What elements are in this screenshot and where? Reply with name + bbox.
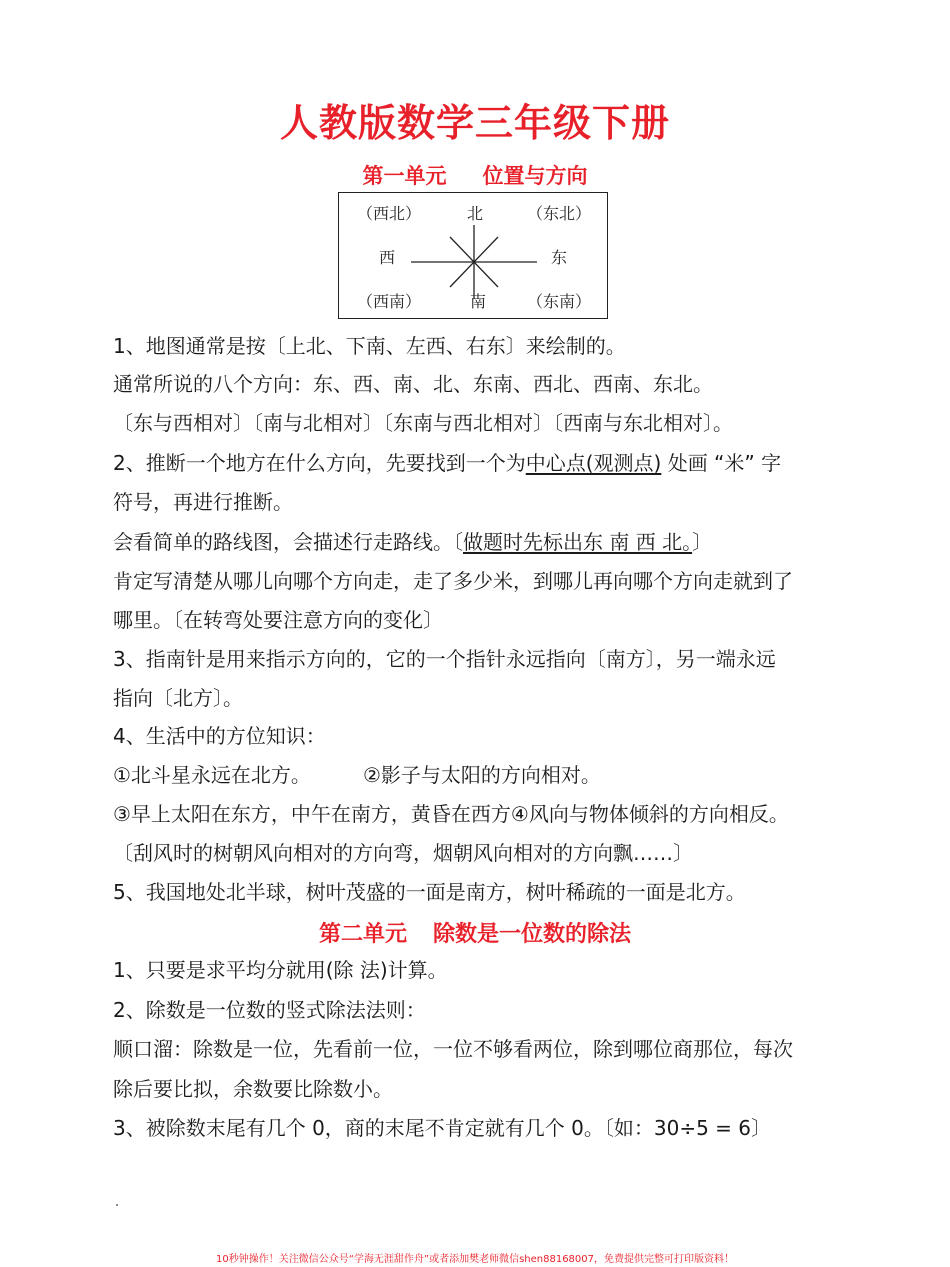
unit1-line-4-a: 2、推断一个地方在什么方向，先要找到一个为 bbox=[113, 451, 526, 475]
unit2-line-5: 3、被除数末尾有几个 0，商的末尾不肯定就有几个 0。〔如：30÷5 = 6〕 bbox=[113, 1116, 772, 1140]
unit1-line-15: 5、我国地处北半球，树叶茂盛的一面是南方，树叶稀疏的一面是北方。 bbox=[113, 880, 746, 904]
unit1-line-10: 指向〔北方〕。 bbox=[113, 686, 243, 710]
unit1-line-12-b: ②影子与太阳的方向相对。 bbox=[362, 763, 601, 787]
unit1-line-4-c: 处画 “米” 字 bbox=[661, 451, 782, 475]
compass-southeast: （东南） bbox=[527, 292, 592, 311]
document-title: 人教版数学三年级下册 bbox=[279, 101, 670, 145]
unit2-line-4: 除后要比拟，余数要比除数小。 bbox=[113, 1077, 393, 1101]
unit1-line-1: 1、地图通常是按〔上北、下南、左西、右东〕来绘制的。 bbox=[113, 334, 626, 358]
unit1-line-12-a: ①北斗星永远在北方。 bbox=[113, 763, 311, 787]
unit-2-label: 第二单元 bbox=[318, 922, 407, 947]
unit1-line-3: 〔东与西相对〕〔南与北相对〕〔东南与西北相对〕〔西南与东北相对〕。 bbox=[113, 411, 733, 435]
unit1-line-5: 符号，再进行推断。 bbox=[113, 490, 293, 514]
unit1-line-6-a: 会看简单的路线图，会描述行走路线。〔 bbox=[113, 530, 463, 554]
compass-southwest: （西南） bbox=[357, 292, 422, 311]
footer-notice: 10秒钟操作！关注微信公众号“学海无涯甜作舟”或者添加樊老师微信shen88168007，免费提供完整可打印版资料！ bbox=[215, 1254, 735, 1265]
center-point-term: 中心点(观测点) bbox=[525, 451, 662, 475]
unit1-line-7: 肯定写清楚从哪儿向哪个方向走，走了多少米，到哪儿再向哪个方向走就到了 bbox=[113, 569, 793, 593]
unit2-line-3: 顺口溜：除数是一位，先看前一位，一位不够看两位，除到哪位商那位，每次 bbox=[113, 1037, 793, 1061]
unit1-line-11: 4、生活中的方位知识： bbox=[113, 724, 326, 748]
stray-dot bbox=[116, 1204, 118, 1206]
unit1-line-9: 3、指南针是用来指示方向的，它的一个指针永远指向〔南方〕，另一端永远 bbox=[113, 647, 776, 671]
unit1-line-4 bbox=[113, 448, 781, 478]
unit-2-name: 除数是一位数的除法 bbox=[433, 922, 632, 947]
unit-1-label: 第一单元 bbox=[362, 164, 447, 188]
compass-north: 北 bbox=[467, 204, 484, 223]
compass-east: 东 bbox=[551, 248, 568, 267]
unit-2-heading bbox=[0, 917, 950, 948]
compass-northwest: （西北） bbox=[357, 204, 422, 223]
unit1-line-6-c: 〕 bbox=[692, 530, 713, 554]
unit1-line-14: 〔刮风时的树朝风向相对的方向弯，烟朝风向相对的方向飘……〕 bbox=[113, 841, 693, 865]
route-tip: 做题时先标出东 南 西 北。 bbox=[463, 530, 693, 554]
compass-south: 南 bbox=[470, 292, 487, 311]
unit1-line-6 bbox=[113, 527, 712, 557]
unit1-line-8: 哪里。〔在转弯处要注意方向的变化〕 bbox=[113, 608, 443, 632]
compass-northeast: （东北） bbox=[527, 204, 592, 223]
unit1-line-12 bbox=[113, 760, 601, 790]
unit-1-name: 位置与方向 bbox=[482, 164, 588, 188]
unit1-line-2: 通常所说的八个方向：东、西、南、北、东南、西北、西南、东北。 bbox=[113, 372, 713, 396]
compass-west: 西 bbox=[379, 248, 396, 267]
unit2-line-1: 1、只要是求平均分就用(除 法)计算。 bbox=[113, 958, 448, 982]
compass-diagram bbox=[338, 192, 608, 319]
unit-1-heading bbox=[0, 160, 950, 190]
unit1-line-13: ③早上太阳在东方，中午在南方，黄昏在西方④风向与物体倾斜的方向相反。 bbox=[113, 802, 789, 826]
unit2-line-2: 2、除数是一位数的竖式除法法则： bbox=[113, 998, 426, 1022]
